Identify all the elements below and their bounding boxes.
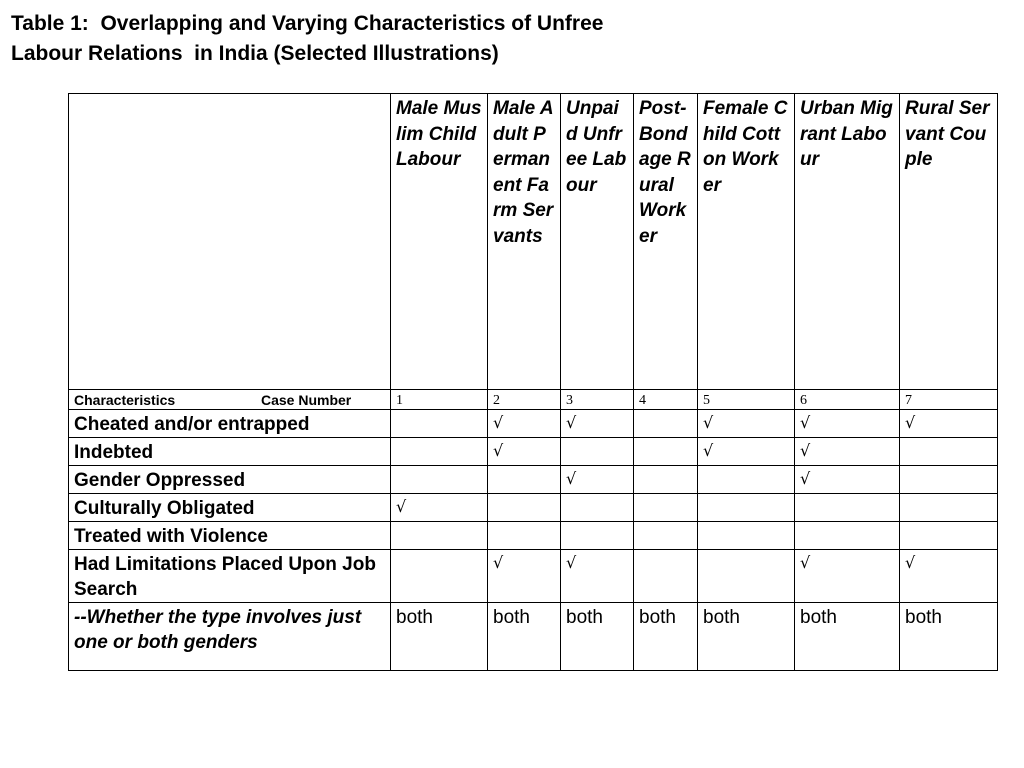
table-cell: √ (391, 494, 488, 522)
table-cell (795, 494, 900, 522)
case-number: 2 (488, 390, 561, 410)
table-cell: √ (900, 550, 998, 603)
table-cell: √ (698, 438, 795, 466)
table-cell: both (634, 603, 698, 671)
table-cell (698, 522, 795, 550)
column-header: Female Child Cotton Worker (698, 94, 795, 390)
case-number-label: Case Number (261, 392, 352, 408)
table-cell (634, 550, 698, 603)
table-cell (900, 494, 998, 522)
table-cell (698, 466, 795, 494)
table-cell (900, 466, 998, 494)
table-cell (795, 522, 900, 550)
case-number: 1 (391, 390, 488, 410)
table-row (69, 466, 998, 494)
column-header: Urban Migrant Labour (795, 94, 900, 390)
table-cell: √ (795, 438, 900, 466)
table-cell: √ (488, 410, 561, 438)
row-label: Culturally Obligated (69, 494, 391, 522)
table-row (69, 410, 998, 438)
table-cell (488, 522, 561, 550)
table-cell: √ (488, 438, 561, 466)
row-label: Indebted (69, 438, 391, 466)
table-cell (561, 494, 634, 522)
table-cell (488, 466, 561, 494)
table-cell (391, 522, 488, 550)
characteristics-label: Characteristics (74, 392, 176, 408)
table-cell: √ (561, 466, 634, 494)
table-cell (561, 438, 634, 466)
table-cell: √ (698, 410, 795, 438)
table-cell (391, 438, 488, 466)
column-header: Male Muslim Child Labour (391, 94, 488, 390)
case-number: 4 (634, 390, 698, 410)
case-number-row (69, 390, 998, 410)
table-cell: both (698, 603, 795, 671)
column-header-row (69, 94, 998, 390)
table-cell (900, 438, 998, 466)
table-cell: both (795, 603, 900, 671)
table-cell (391, 466, 488, 494)
table-cell (634, 522, 698, 550)
table-row (69, 522, 998, 550)
table-row (69, 550, 998, 603)
empty-corner-cell (69, 94, 391, 390)
table-cell (900, 522, 998, 550)
table-cell: both (391, 603, 488, 671)
case-number: 7 (900, 390, 998, 410)
table-cell (391, 550, 488, 603)
table-cell (698, 550, 795, 603)
case-number-label-cell (69, 390, 391, 410)
row-label: Treated with Violence (69, 522, 391, 550)
table-cell: √ (795, 466, 900, 494)
table-row (69, 494, 998, 522)
row-label: --Whether the type involves just one or both genders (69, 603, 391, 671)
table-cell: √ (561, 550, 634, 603)
case-number: 5 (698, 390, 795, 410)
table-cell (561, 522, 634, 550)
unfree-labour-table (68, 93, 998, 671)
table-row (69, 603, 998, 671)
column-header: Male Adult Permanent Farm Servants (488, 94, 561, 390)
table-cell: √ (561, 410, 634, 438)
column-header: Rural Servant Couple (900, 94, 998, 390)
table-cell: both (561, 603, 634, 671)
row-label: Had Limitations Placed Upon Job Search (69, 550, 391, 603)
row-label: Cheated and/or entrapped (69, 410, 391, 438)
table-cell: √ (488, 550, 561, 603)
column-header: Unpaid Unfree Labour (561, 94, 634, 390)
table-title (11, 9, 771, 69)
table-cell (391, 410, 488, 438)
table-cell (634, 410, 698, 438)
case-number: 3 (561, 390, 634, 410)
table-cell: √ (900, 410, 998, 438)
column-header: Post-Bondage Rural Worker (634, 94, 698, 390)
table-cell: both (488, 603, 561, 671)
table-cell: both (900, 603, 998, 671)
table-row (69, 438, 998, 466)
case-number: 6 (795, 390, 900, 410)
table-cell (488, 494, 561, 522)
table-cell: √ (795, 550, 900, 603)
table-cell: √ (795, 410, 900, 438)
table-cell (698, 494, 795, 522)
row-label: Gender Oppressed (69, 466, 391, 494)
table-cell (634, 438, 698, 466)
table-cell (634, 494, 698, 522)
title-line-2: Labour Relations in India (Selected Illustrations) (11, 42, 499, 65)
table-cell (634, 466, 698, 494)
title-line-1: Table 1: Overlapping and Varying Characteristics of Unfree (11, 12, 604, 35)
